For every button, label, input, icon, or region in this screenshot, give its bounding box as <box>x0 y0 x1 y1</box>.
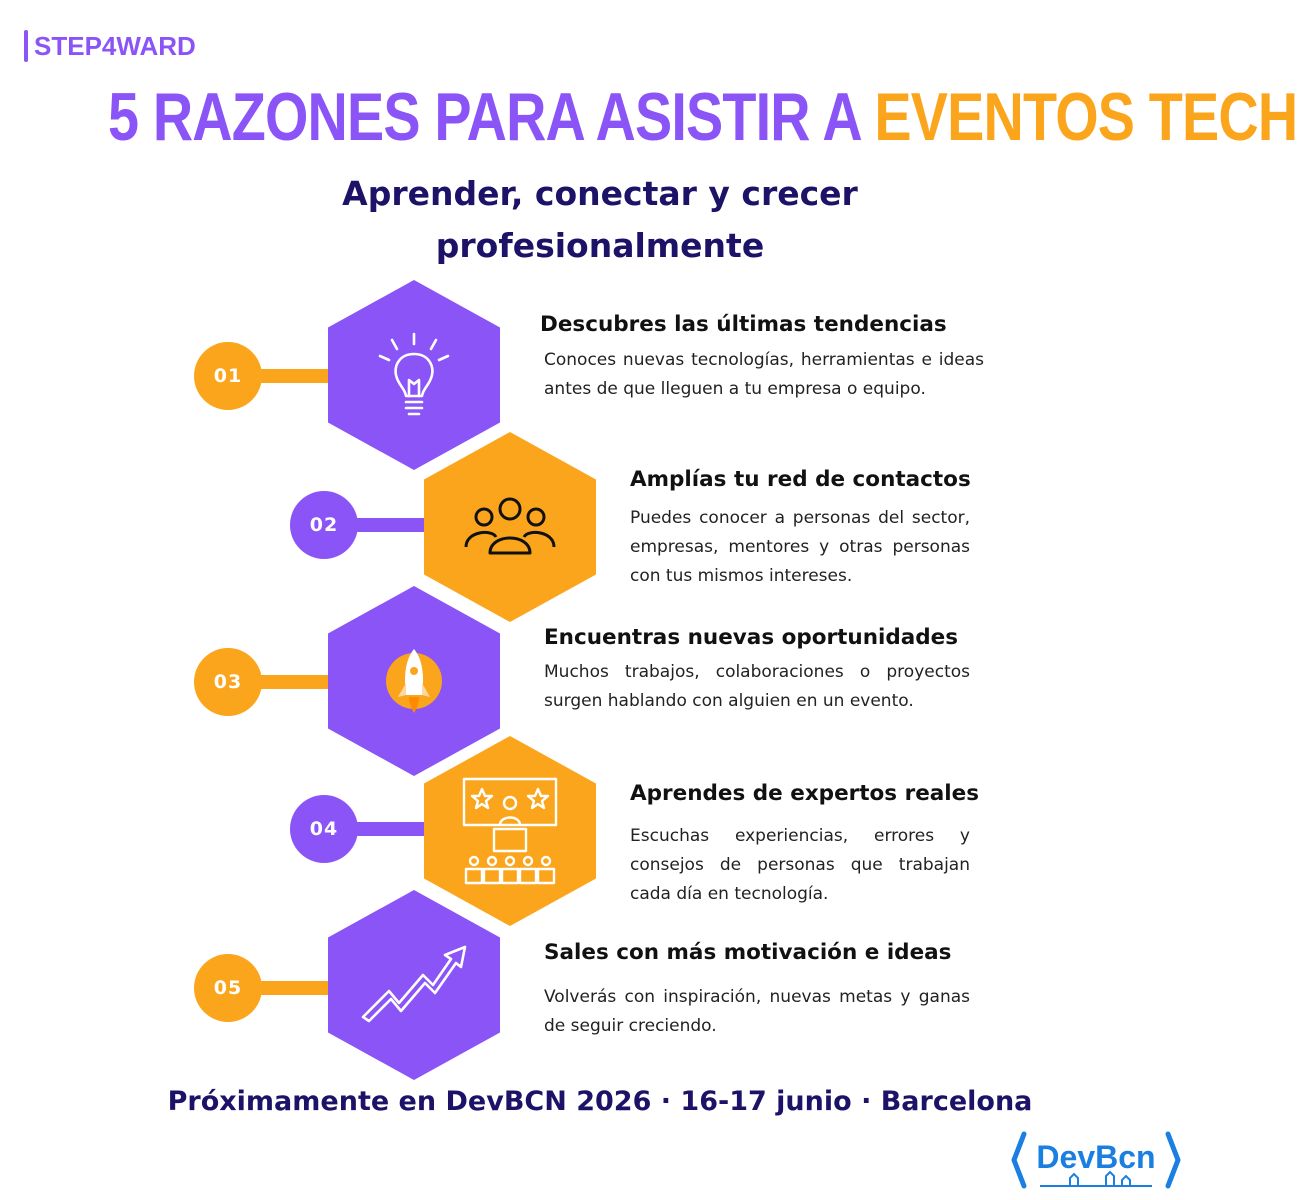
devbcn-logo <box>1010 1128 1182 1192</box>
growth-arrow-icon <box>328 890 500 1080</box>
item-01-description: Conoces nuevas tecnologías, herramientas e ideas antes de que lleguen a tu empresa o equipo. <box>544 350 984 399</box>
badge-03: 03 <box>194 648 262 716</box>
title-part-1: 5 RAZONES PARA ASISTIR A <box>108 79 860 155</box>
item-03-title: Encuentras nuevas oportunidades <box>544 625 959 650</box>
item-04-description: Escuchas experiencias, errores y consejos de personas que trabajan cada día en tecnología. <box>630 826 970 904</box>
item-05-title: Sales con más motivación e ideas <box>544 940 952 965</box>
badge-05: 05 <box>194 954 262 1022</box>
badge-01: 01 <box>194 342 262 410</box>
brand-name: STEP4WARD <box>34 30 196 61</box>
item-05-description: Volverás con inspiración, nuevas metas y ganas de seguir creciendo. <box>544 987 970 1036</box>
item-03-description: Muchos trabajos, colaboraciones o proyectos surgen hablando con alguien en un evento. <box>544 662 970 711</box>
badge-02: 02 <box>290 491 358 559</box>
title-part-2: EVENTOS TECH <box>874 79 1297 155</box>
item-04-title: Aprendes de expertos reales <box>630 781 980 806</box>
item-01-title: Descubres las últimas tendencias <box>540 312 947 337</box>
badge-04: 04 <box>290 795 358 863</box>
logo-text: DevBcn <box>1036 1139 1156 1175</box>
footer-event-info: Próximamente en DevBCN 2026 · 16-17 junio · Barcelona <box>167 1086 1033 1117</box>
item-02-description: Puedes conocer a personas del sector, empresas, mentores y otras personas con tus mismos intereses. <box>630 508 970 586</box>
item-02-title: Amplías tu red de contactos <box>630 467 971 492</box>
page-subtitle: Aprender, conectar y crecer profesionalmente <box>342 174 858 265</box>
